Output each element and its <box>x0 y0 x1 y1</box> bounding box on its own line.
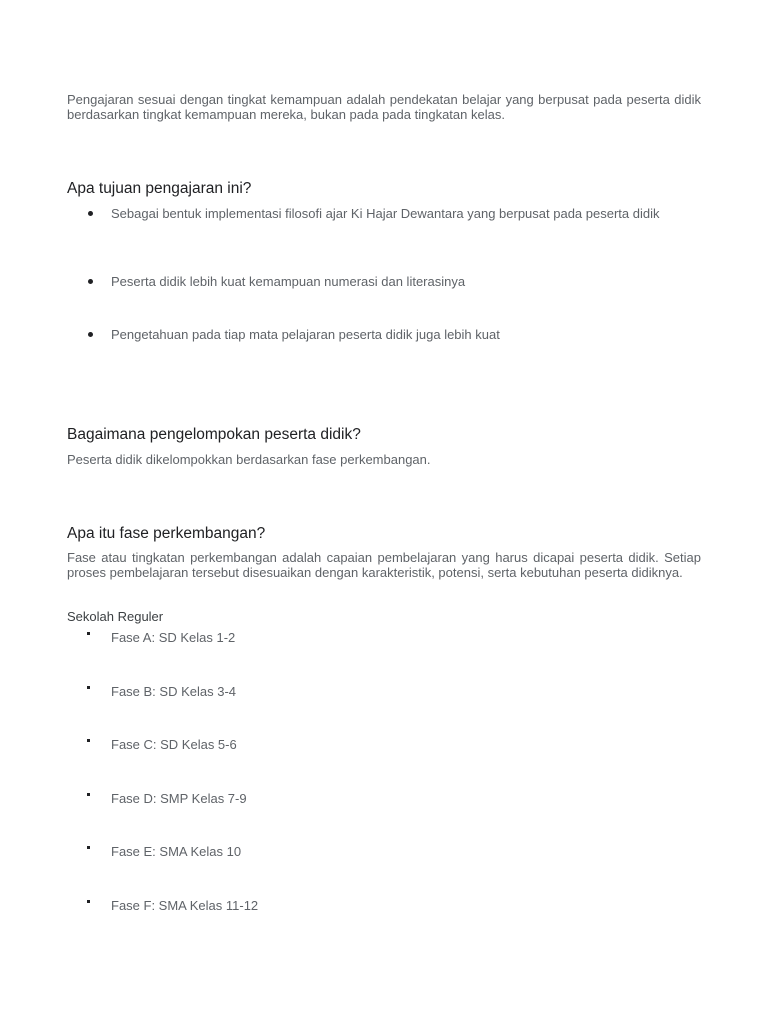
list-item: Fase F: SMA Kelas 11-12 <box>67 898 701 913</box>
bullet-square-icon <box>87 686 90 689</box>
list-item: Fase A: SD Kelas 1-2 <box>67 630 701 645</box>
fase-paragraph: Fase atau tingkatan perkembangan adalah capaian pembelajaran yang harus dicapai peserta didik. Setiap proses pembelajaran tersebut disesuaikan dengan karakteristik, potensi, serta kebutuhan peserta didiknya. <box>67 550 701 580</box>
list-item: Fase D: SMP Kelas 7-9 <box>67 791 701 806</box>
section-heading-tujuan: Apa tujuan pengajaran ini? <box>67 180 252 197</box>
bullet-dot-icon <box>88 211 93 216</box>
bullet-square-icon <box>87 632 90 635</box>
sekolah-reguler-label: Sekolah Reguler <box>67 609 164 624</box>
list-item: Fase E: SMA Kelas 10 <box>67 844 701 859</box>
intro-paragraph: Pengajaran sesuai dengan tingkat kemampuan adalah pendekatan belajar yang berpusat pada peserta didik berdasarkan tingkat kemampuan mereka, bukan pada pada tingkatan kelas. <box>67 92 701 122</box>
bullet-square-icon <box>87 846 90 849</box>
pengelompokan-paragraph: Peserta didik dikelompokkan berdasarkan fase perkembangan. <box>67 452 431 467</box>
bullet-dot-icon <box>88 332 93 337</box>
list-item: Peserta didik lebih kuat kemampuan numerasi dan literasinya <box>67 274 701 289</box>
bullet-square-icon <box>87 793 90 796</box>
list-item: Sebagai bentuk implementasi filosofi ajar Ki Hajar Dewantara yang berpusat pada peserta didik <box>67 206 701 221</box>
list-item: Pengetahuan pada tiap mata pelajaran peserta didik juga lebih kuat <box>67 327 701 342</box>
bullet-square-icon <box>87 900 90 903</box>
list-item: Fase C: SD Kelas 5-6 <box>67 737 701 752</box>
bullet-square-icon <box>87 739 90 742</box>
list-item: Fase B: SD Kelas 3-4 <box>67 684 701 699</box>
bullet-dot-icon <box>88 279 93 284</box>
section-heading-pengelompokan: Bagaimana pengelompokan peserta didik? <box>67 426 361 443</box>
section-heading-fase: Apa itu fase perkembangan? <box>67 525 266 542</box>
